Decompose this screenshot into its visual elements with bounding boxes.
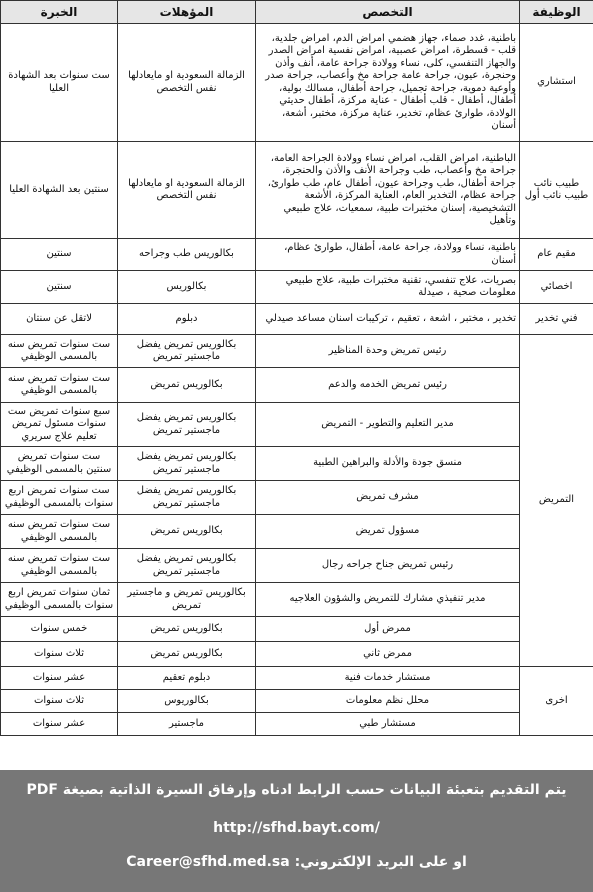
qualification-cell: دبلوم	[118, 304, 256, 335]
application-link[interactable]: http://sfhd.bayt.com/	[213, 820, 380, 836]
specialty-cell: ممرض ثاني	[256, 642, 520, 667]
specialty-cell: محلل نظم معلومات	[256, 690, 520, 713]
header-qualifications: المؤهلات	[118, 1, 256, 24]
qualification-cell: ماجستير	[118, 713, 256, 736]
experience-cell: ثلاث سنوات	[1, 690, 118, 713]
table-row	[1, 667, 593, 690]
qualification-cell: بكالوريس طب وجراحه	[118, 239, 256, 271]
specialty-cell: مدير التعليم والتطوير - التمريض	[256, 403, 520, 447]
apply-instructions: يتم التقديم بتعبئة البيانات حسب الرابط ادناه وإرفاق السيرة الذاتية بصيغة PDF	[26, 782, 567, 798]
header-job: الوظيفة	[520, 1, 593, 24]
qualification-cell: بكالوريس تمريض و ماجستير تمريض	[118, 583, 256, 617]
experience-cell: سبع سنوات تمريض ست سنوات مسئول تمريض تعليم علاج سريري	[1, 403, 118, 447]
experience-cell: ست سنوات تمريض سنه بالمسمى الوظيفي	[1, 515, 118, 549]
specialty-cell: مسؤول تمريض	[256, 515, 520, 549]
table-row	[1, 24, 593, 142]
specialty-cell: منسق جودة والأدلة والبراهين الطبية	[256, 447, 520, 481]
experience-cell: ست سنوات تمريض اربع سنوات بالمسمى الوظيفي	[1, 481, 118, 515]
job-cell: اخرى	[520, 667, 593, 736]
job-cell: فني تخدير	[520, 304, 593, 335]
table-row	[1, 239, 593, 271]
qualification-cell: بكالوريس تمريض يفضل ماجستير تمريض	[118, 335, 256, 368]
specialty-cell: باطنية، نساء وولادة، جراحة عامة، أطفال، طوارئ عظام، أسنان	[256, 239, 520, 271]
table-row	[1, 549, 593, 583]
experience-cell: ست سنوات تمريض سنه بالمسمى الوظيفي	[1, 335, 118, 368]
qualification-cell: بكالوريس تمريض يفضل ماجستير تمريض	[118, 403, 256, 447]
application-footer	[0, 770, 593, 892]
specialty-cell: ممرض أول	[256, 617, 520, 642]
table-header-row	[1, 1, 593, 24]
experience-cell: سنتين	[1, 239, 118, 271]
job-cell: مقيم عام	[520, 239, 593, 271]
job-cell: اخصائي	[520, 271, 593, 304]
qualification-cell: بكالوريس تمريض يفضل ماجستير تمريض	[118, 447, 256, 481]
specialty-cell: رئيس تمريض جناح جراحه رجال	[256, 549, 520, 583]
experience-cell: ثمان سنوات تمريض اربع سنوات بالمسمى الوظيفي	[1, 583, 118, 617]
table-row	[1, 368, 593, 403]
experience-cell: عشر سنوات	[1, 667, 118, 690]
table-row	[1, 515, 593, 549]
specialty-cell: رئيس تمريض وحدة المناظير	[256, 335, 520, 368]
qualification-cell: الزمالة السعودية او مايعادلها نفس التخصص	[118, 24, 256, 142]
specialty-cell: بصريات، علاج تنفسي، تقنية مختبرات طبية، علاج طبيعي معلومات صحية ، صيدلة	[256, 271, 520, 304]
job-cell: استشاري	[520, 24, 593, 142]
experience-cell: سنتين	[1, 271, 118, 304]
header-experience: الخبرة	[1, 1, 118, 24]
table-row	[1, 481, 593, 515]
experience-cell: خمس سنوات	[1, 617, 118, 642]
table-row	[1, 713, 593, 736]
table-row	[1, 271, 593, 304]
job-cell: التمريض	[520, 335, 593, 667]
experience-cell: عشر سنوات	[1, 713, 118, 736]
specialty-cell: رئيس تمريض الخدمه والدعم	[256, 368, 520, 403]
qualification-cell: بكالوريس تمريض	[118, 368, 256, 403]
experience-cell: ست سنوات بعد الشهادة العليا	[1, 24, 118, 142]
experience-cell: لاتقل عن سنتان	[1, 304, 118, 335]
table-row	[1, 142, 593, 239]
specialty-cell: تخدير ، مختبر ، اشعة ، تعقيم ، تركيبات اسنان مساعد صيدلي	[256, 304, 520, 335]
qualification-cell: الزمالة السعودية او مايعادلها نفس التخصص	[118, 142, 256, 239]
qualification-cell: دبلوم تعقيم	[118, 667, 256, 690]
table-row	[1, 447, 593, 481]
qualification-cell: بكالوريس تمريض	[118, 642, 256, 667]
table-row	[1, 304, 593, 335]
experience-cell: ثلاث سنوات	[1, 642, 118, 667]
qualification-cell: بكالوريس تمريض	[118, 617, 256, 642]
experience-cell: ست سنوات تمريض سنتين بالمسمى الوظيفي	[1, 447, 118, 481]
table-row	[1, 335, 593, 368]
specialty-cell: باطنية، غدد صماء، جهاز هضمي امراض الدم، امراض جلدية، قلب - قسطرة، امراض عصبية، امراض نفسية امراض الصدر والجهاز التنفسي، كلى، نساء وولادة جراحة عامة، أنف وأذن وحنجرة، عيون، جراحة عامة جراحة مخ وأعصاب، جراحة صدر وأوعية دموية، جراحة تجميل، جراحة أطفال، مسالك بولية، أطفال، أطفال - قلب أطفال - عناية مركزة، أطفال حديثي الولادة، طوارئ عظام، تخدير، عناية مركزة، مختبر، أشعة، أسنان	[256, 24, 520, 142]
qualification-cell: بكالوريس	[118, 271, 256, 304]
table-row	[1, 690, 593, 713]
table-row	[1, 403, 593, 447]
specialty-cell: مستشار طبي	[256, 713, 520, 736]
qualification-cell: بكالوريس تمريض	[118, 515, 256, 549]
experience-cell: سنتين بعد الشهادة العليا	[1, 142, 118, 239]
contact-email[interactable]: او على البريد الإلكتروني: Career@sfhd.med.sa	[126, 854, 467, 870]
header-specialty: التخصص	[256, 1, 520, 24]
table-row	[1, 642, 593, 667]
specialty-cell: مشرف تمريض	[256, 481, 520, 515]
experience-cell: ست سنوات تمريض سنه بالمسمى الوظيفي	[1, 549, 118, 583]
experience-cell: ست سنوات تمريض سنه بالمسمى الوظيفي	[1, 368, 118, 403]
specialty-cell: مستشار خدمات فنية	[256, 667, 520, 690]
job-cell: طبيب نائب طبيب نائب أول	[520, 142, 593, 239]
specialty-cell: الباطنية، امراض القلب، امراض نساء وولادة الجراحة العامة، جراحة مخ وأعصاب، طب وجراحة الأنف والأذن والحنجرة، جراحة أطفال، طب وجراحة عيون، أطفال عام، طب طوارئ، جراحة عظام، التخدير العام، العناية المركزة، الأشعة التشخيصية، إسنان مختبرات طبية، سمعيات، علاج طبيعي وتأهيل	[256, 142, 520, 239]
table-row	[1, 617, 593, 642]
specialty-cell: مدير تنفيذي مشارك للتمريض والشؤون العلاجيه	[256, 583, 520, 617]
qualification-cell: بكالوريوس	[118, 690, 256, 713]
qualification-cell: بكالوريس تمريض يفضل ماجستير تمريض	[118, 549, 256, 583]
qualification-cell: بكالوريس تمريض يفضل ماجستير تمريض	[118, 481, 256, 515]
table-row	[1, 583, 593, 617]
